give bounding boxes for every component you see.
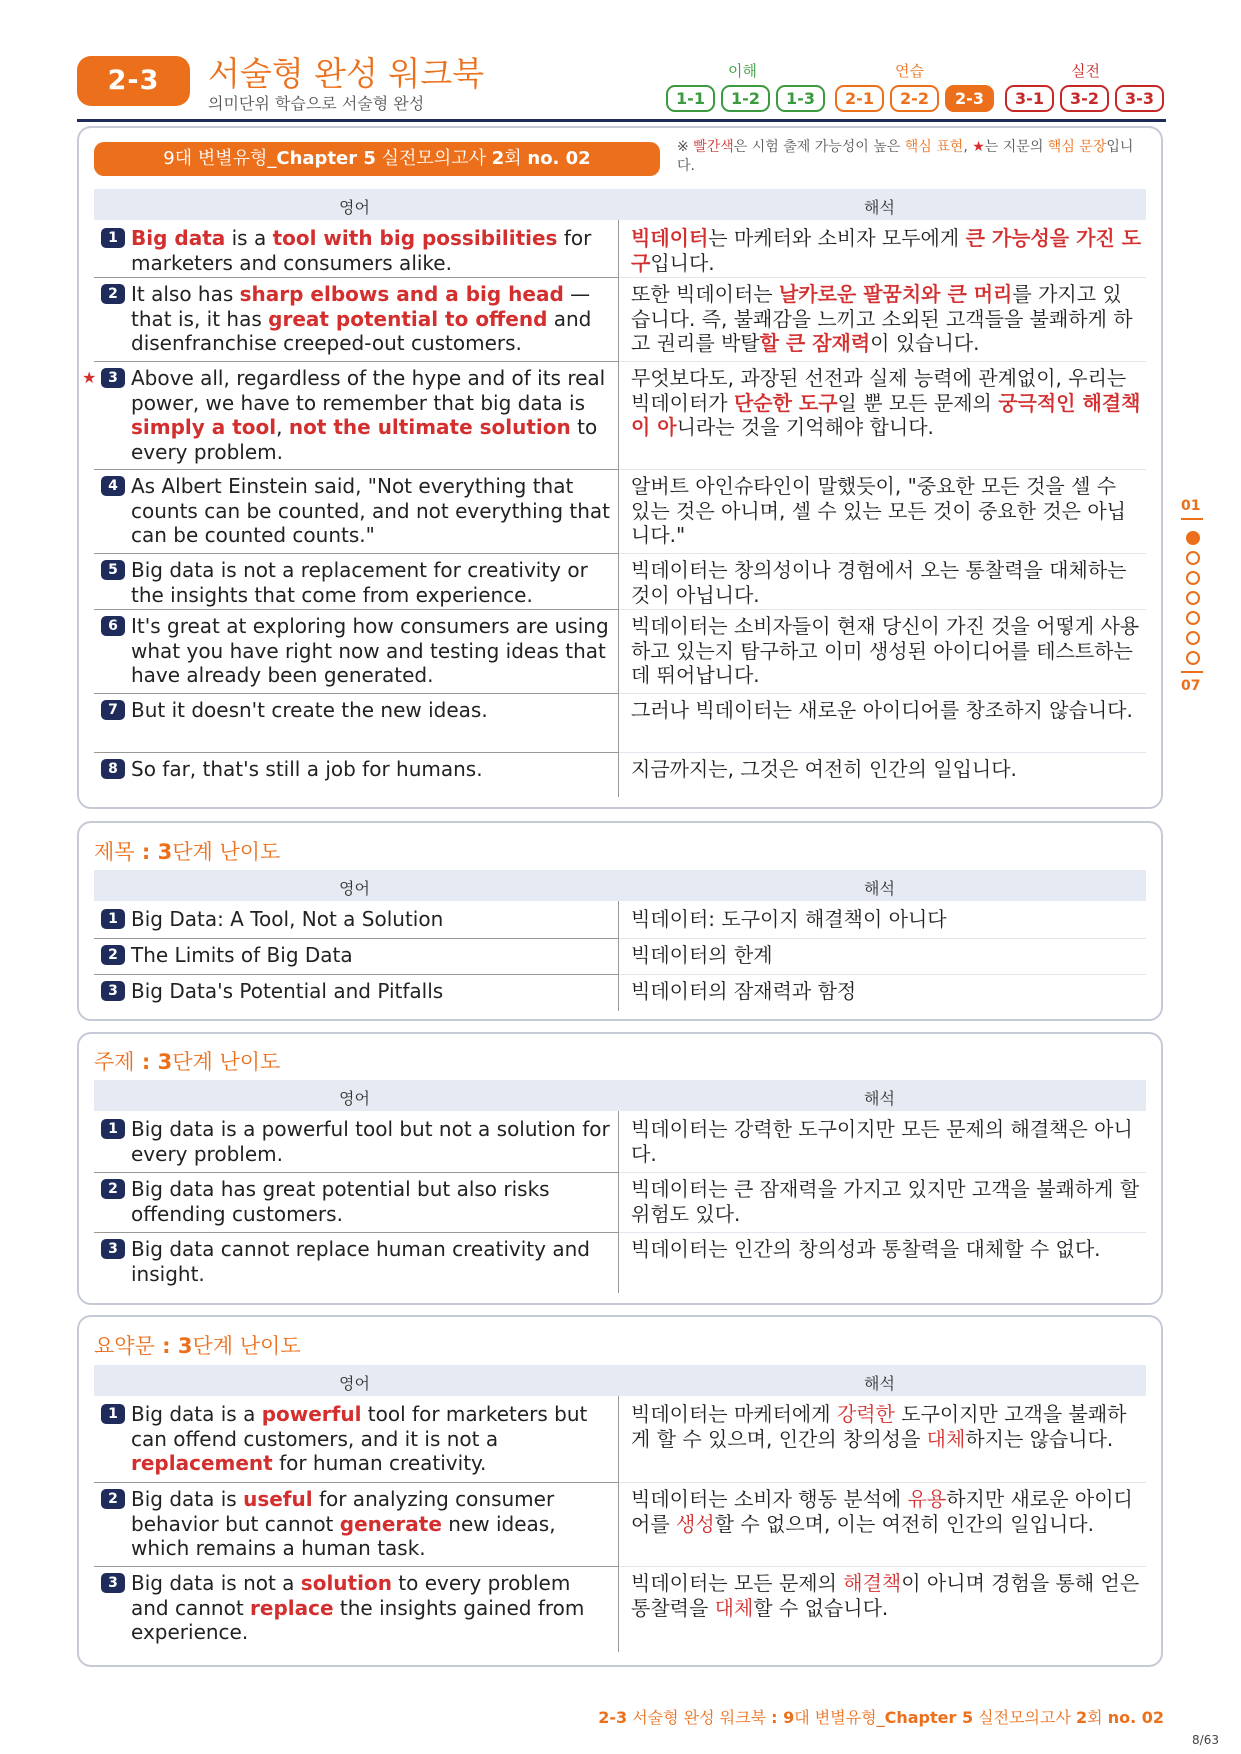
text-segment: 빅데이터는 강력한 도구이지만 모든 문제의 해결책은 아니다. [631,1117,1133,1166]
english-sentence [131,226,611,275]
row-divider [94,609,618,610]
text-segment: Big data is not a replacement for creativity or the insights that come from experience. [131,558,588,607]
row-divider [619,938,1146,939]
text-segment: 도구이지만 고객을 불쾌하게 할 수 있으며, 인간의 창의성을 [631,1402,1127,1451]
table-row [94,474,1146,558]
english-sentence [131,1237,611,1286]
text-segment: 빅데이터는 소비자들이 현재 당신이 가진 것을 어떻게 사용하고 있는지 탐구하고 이미 생성된 아이디어를 테스트하는 데 뛰어납니다. [631,614,1140,687]
text-segment: Big Data's Potential and Pitfalls [131,979,444,1003]
text-segment: to every problem and cannot [131,1571,571,1620]
key-expression: 해결책 [843,1571,902,1595]
row-divider [94,752,618,753]
key-expression: 강력한 [836,1402,895,1426]
korean-translation [631,282,1141,356]
header-divider [77,119,1166,122]
table-row [94,226,1146,282]
text-segment: 지금까지는, 그것은 여전히 인간의 일입니다. [631,757,1017,781]
text-segment: to every problem. [131,415,598,464]
english-sentence [131,1117,611,1166]
english-sentence [131,558,611,607]
korean-translation [631,1571,1141,1620]
text-segment: 또한 빅데이터는 [631,282,779,306]
side-dot-current [1186,531,1200,545]
row-divider [619,1172,1146,1173]
step-2-3-current[interactable]: 2-3 [945,85,994,112]
side-index-top: 01 [1181,498,1201,514]
text-segment: 알버트 아인슈타인이 말했듯이, "중요한 모든 것을 셀 수 있는 것은 아니며, 셀 수 있는 모든 것이 중요한 것은 아닙니다." [631,474,1126,547]
side-dot [1186,551,1200,565]
key-expression: replacement [131,1451,273,1475]
row-divider [619,752,1146,753]
text-segment: 그러나 빅데이터는 새로운 아이디어를 창조하지 않습니다. [631,698,1133,722]
page-footer: 2-3 서술형 완성 워크북 : 9대 변별유형_Chapter 5 실전모의고사 2회 no. 02 [598,1708,1164,1727]
text-segment: 니라는 것을 기억해야 합니다. [676,415,934,439]
text-segment: 이 있습니다. [870,331,980,355]
row-divider [94,1566,618,1567]
side-index-bar [1181,671,1203,673]
sentence-number-badge: 3 [101,981,125,1001]
row-divider [619,277,1146,278]
english-sentence [131,698,611,723]
table-header [94,189,1146,220]
text-segment: Big data has great potential but also risks offending customers. [131,1177,550,1226]
text-segment: and disenfranchise creeped-out customers. [131,306,592,355]
row-divider [619,974,1146,975]
table-header [94,1365,1146,1396]
table-row [94,282,1146,366]
key-expression: 날카로운 팔꿈치와 큰 머리 [778,282,1013,306]
step-3-3[interactable]: 3-3 [1115,85,1164,112]
key-expression: great potential to offend [268,306,548,331]
side-index-bottom: 07 [1181,678,1201,694]
summary-table [94,1365,1146,1655]
text-segment: , [276,415,289,439]
english-sentence [131,1402,611,1476]
key-expression: 큰 가능성을 가진 도구 [631,226,1142,275]
topic-section-heading: 주제 : 3단계 난이도 [94,1050,281,1074]
row-divider [94,693,618,694]
table-row [94,614,1146,698]
side-dot [1186,591,1200,605]
table-row [94,558,1146,614]
sentence-number-badge: 8 [101,759,125,779]
row-divider [619,693,1146,694]
row-divider [619,469,1146,470]
korean-translation [631,1117,1141,1166]
row-divider [94,1172,618,1173]
text-segment: 빅데이터는 인간의 창의성과 통찰력을 대체할 수 없다. [631,1237,1101,1261]
text-segment: 무엇보다도, 과장된 선전과 실제 능력에 관계없이, 우리는 빅데이터가 [631,366,1127,415]
key-expression: generate [339,1511,442,1536]
step-2-2[interactable]: 2-2 [890,85,939,112]
text-segment: The Limits of Big Data [131,943,353,967]
step-1-1[interactable]: 1-1 [666,85,715,112]
topic-panel [77,1032,1163,1305]
text-segment: for analyzing consumer behavior but cannot [131,1487,555,1536]
table-row [94,1571,1146,1656]
korean-translation [631,757,1141,782]
key-expression: not the ultimate solution [288,415,571,439]
row-divider [94,469,618,470]
text-segment: As Albert Einstein said, "Not everything that counts can be counted, and not everything that can be counted counts." [131,474,611,547]
text-segment: 빅데이터는 창의성이나 경험에서 오는 통찰력을 대체하는 것이 아닙니다. [631,558,1127,607]
text-segment: 빅데이터는 큰 잠재력을 가지고 있지만 고객을 불쾌하게 할 위험도 있다. [631,1177,1140,1226]
english-sentence [131,907,611,932]
korean-translation [631,943,1141,968]
text-segment: 빅데이터는 모든 문제의 [631,1571,844,1595]
text-segment: tool for marketers but can offend customers, and it is not a [131,1402,588,1451]
key-expression: 대체 [926,1426,966,1451]
text-segment: 입니다. [650,250,715,275]
korean-translation [631,558,1141,607]
text-segment: Big data is a [131,1402,262,1426]
summary-section-heading: 요약문 : 3단계 난이도 [94,1334,301,1358]
sentence-number-badge: 2 [101,284,125,304]
sentence-number-badge: 3 [101,1573,125,1593]
text-segment: for marketers and consumers alike. [131,226,592,275]
text-segment: Above all, regardless of the hype and of its real power, we have to remember that big data is [131,366,606,415]
text-segment: the insights gained from experience. [131,1595,585,1644]
key-expression: useful [243,1487,313,1511]
table-row [94,757,1146,801]
sentence-number-badge: 3 [101,1239,125,1259]
page-number: 8/63 [1192,1733,1219,1747]
text-segment: 를 가지고 있습니다. 즉, 불쾌감을 느끼고 소외된 고객들을 불쾌하게 하고 권리를 박탈 [631,282,1133,355]
table-header [94,1080,1146,1111]
row-divider [619,361,1146,362]
row-divider [94,974,618,975]
key-expression: 대체 [714,1595,754,1620]
text-segment: But it doesn't create the new ideas. [131,698,488,722]
key-expression: 할 큰 잠재력 [759,331,871,355]
legend-note: ※ 빨간색은 시험 출제 가능성이 높은 핵심 표현, ★는 지문의 핵심 문장입니다. [677,139,1134,174]
key-expression: solution [300,1571,392,1595]
english-sentence [131,943,611,968]
korean-translation [631,474,1141,548]
topic-table [94,1080,1146,1292]
summary-panel [77,1315,1163,1667]
table-row [94,1177,1146,1237]
row-divider [94,938,618,939]
table-row [82,366,1146,474]
row-divider [94,361,618,362]
column-header-korean: 해석 [864,879,895,898]
text-segment: It's great at exploring how consumers are using what you have right now and testing ideas that have already been generated. [131,614,609,687]
step-3-1[interactable]: 3-1 [1005,85,1054,112]
korean-translation [631,907,1141,932]
side-dot [1186,571,1200,585]
step-3-2[interactable]: 3-2 [1060,85,1109,112]
key-expression: powerful [261,1402,362,1426]
text-segment: new ideas, which remains a human task. [131,1511,556,1560]
row-divider [619,609,1146,610]
text-segment: 할 수 없습니다. [753,1595,889,1620]
english-sentence [131,1177,611,1226]
sentence-number-badge: 7 [101,700,125,720]
key-expression: sharp elbows and a big head [239,282,564,306]
column-header-korean: 해석 [864,198,895,217]
row-divider [619,1232,1146,1233]
key-expression: tool with big possibilities [272,226,558,250]
table-row [94,1237,1146,1297]
translation-panel [77,126,1163,809]
sentence-number-badge: 3 [101,368,125,388]
text-segment: 일 뿐 모든 문제의 [837,390,999,415]
english-sentence [131,1571,611,1645]
key-sentence-star-icon: ★ [82,368,97,387]
title-panel [77,821,1163,1021]
text-segment: is a [225,226,273,250]
korean-translation [631,226,1141,275]
column-header-english: 영어 [339,879,370,898]
text-segment: 빅데이터의 한계 [631,943,773,967]
stage-label-practice: 연습 [895,62,924,80]
stage-label-real: 실전 [1071,62,1100,80]
text-segment: Big data is [131,1487,244,1511]
text-segment: 하지만 새로운 아이디어를 [631,1487,1133,1536]
step-1-2[interactable]: 1-2 [721,85,770,112]
korean-translation [631,1402,1141,1451]
key-expression: 단순한 도구 [733,390,838,415]
step-2-1[interactable]: 2-1 [835,85,884,112]
side-index-bar [1181,518,1203,520]
sentence-number-badge: 4 [101,476,125,496]
sentence-number-badge: 2 [101,1179,125,1199]
korean-translation [631,366,1141,440]
table-row [94,1117,1146,1177]
english-sentence [131,757,611,782]
side-dot [1186,651,1200,665]
row-divider [94,277,618,278]
sentence-number-badge: 1 [101,228,125,248]
row-divider [94,1482,618,1483]
title-table [94,870,1146,1010]
sentence-number-badge: 1 [101,909,125,929]
sentence-number-badge: 1 [101,1404,125,1424]
key-expression: simply a tool [131,415,277,439]
side-dot [1186,631,1200,645]
table-row [94,698,1146,757]
workbook-title: 서술형 완성 워크북 [208,54,485,93]
korean-translation [631,1237,1141,1262]
key-expression: 빅데이터 [631,226,709,250]
text-segment: It also has [131,282,240,306]
text-segment: Big data is not a [131,1571,301,1595]
stage-label-understand: 이해 [728,62,757,80]
key-expression: 생성 [676,1511,715,1536]
row-divider [94,1232,618,1233]
text-segment: So far, that's still a job for humans. [131,757,483,781]
text-segment: 빅데이터: 도구이지 해결책이 아니다 [631,907,947,931]
sentence-number-badge: 2 [101,1489,125,1509]
english-sentence [131,282,611,356]
sentence-number-badge: 1 [101,1119,125,1139]
table-row [94,979,1146,1015]
text-segment: 빅데이터는 소비자 행동 분석에 [631,1487,908,1511]
translation-table [82,189,1146,794]
key-expression: 유용 [907,1487,947,1511]
step-1-3[interactable]: 1-3 [776,85,825,112]
column-header-korean: 해석 [864,1374,895,1393]
column-header-english: 영어 [339,1089,370,1108]
text-segment: Big data is a powerful tool but not a solution for every problem. [131,1117,610,1166]
text-segment: for human creativity. [272,1451,487,1475]
sentence-number-badge: 2 [101,945,125,965]
korean-translation [631,1177,1141,1226]
column-header-korean: 해석 [864,1089,895,1108]
row-divider [94,553,618,554]
korean-translation [631,1487,1141,1536]
chapter-badge: 9대 변별유형_Chapter 5 실전모의고사 2회 no. 02 [94,142,660,176]
text-segment: 하지는 않습니다. [965,1426,1114,1451]
table-header [94,870,1146,901]
english-sentence [131,474,611,548]
side-dot [1186,611,1200,625]
text-segment: Big Data: A Tool, Not a Solution [131,907,444,931]
korean-translation [631,614,1141,688]
column-header-english: 영어 [339,1374,370,1393]
row-divider [619,553,1146,554]
column-header-english: 영어 [339,198,370,217]
korean-translation [631,979,1141,1004]
english-sentence [131,366,611,464]
text-segment: Big data cannot replace human creativity and insight. [131,1237,590,1286]
workbook-code-badge: 2-3 [77,56,190,106]
english-sentence [131,614,611,688]
row-divider [619,1566,1146,1567]
text-segment: 할 수 없으며, 이는 여전히 인간의 일입니다. [714,1511,1094,1536]
row-divider [619,1482,1146,1483]
korean-translation [631,698,1141,723]
workbook-subtitle: 의미단위 학습으로 서술형 완성 [208,94,425,113]
text-segment: 이 아니며 경험을 통해 얻은 통찰력을 [631,1571,1140,1620]
key-expression: replace [250,1595,334,1620]
english-sentence [131,979,611,1004]
title-section-heading: 제목 : 3단계 난이도 [94,840,281,864]
text-segment: 는 마케터와 소비자 모두에게 [708,226,966,250]
english-sentence [131,1487,611,1561]
text-segment: 빅데이터의 잠재력과 함정 [631,979,857,1003]
table-row [94,1487,1146,1571]
sentence-number-badge: 6 [101,616,125,636]
text-segment: — that is, it has [131,282,591,331]
key-expression: 궁극적인 해결책이 아 [631,390,1141,439]
key-expression: Big data [131,226,226,250]
sentence-number-badge: 5 [101,560,125,580]
text-segment: 빅데이터는 마케터에게 [631,1402,837,1426]
table-row [94,1402,1146,1487]
